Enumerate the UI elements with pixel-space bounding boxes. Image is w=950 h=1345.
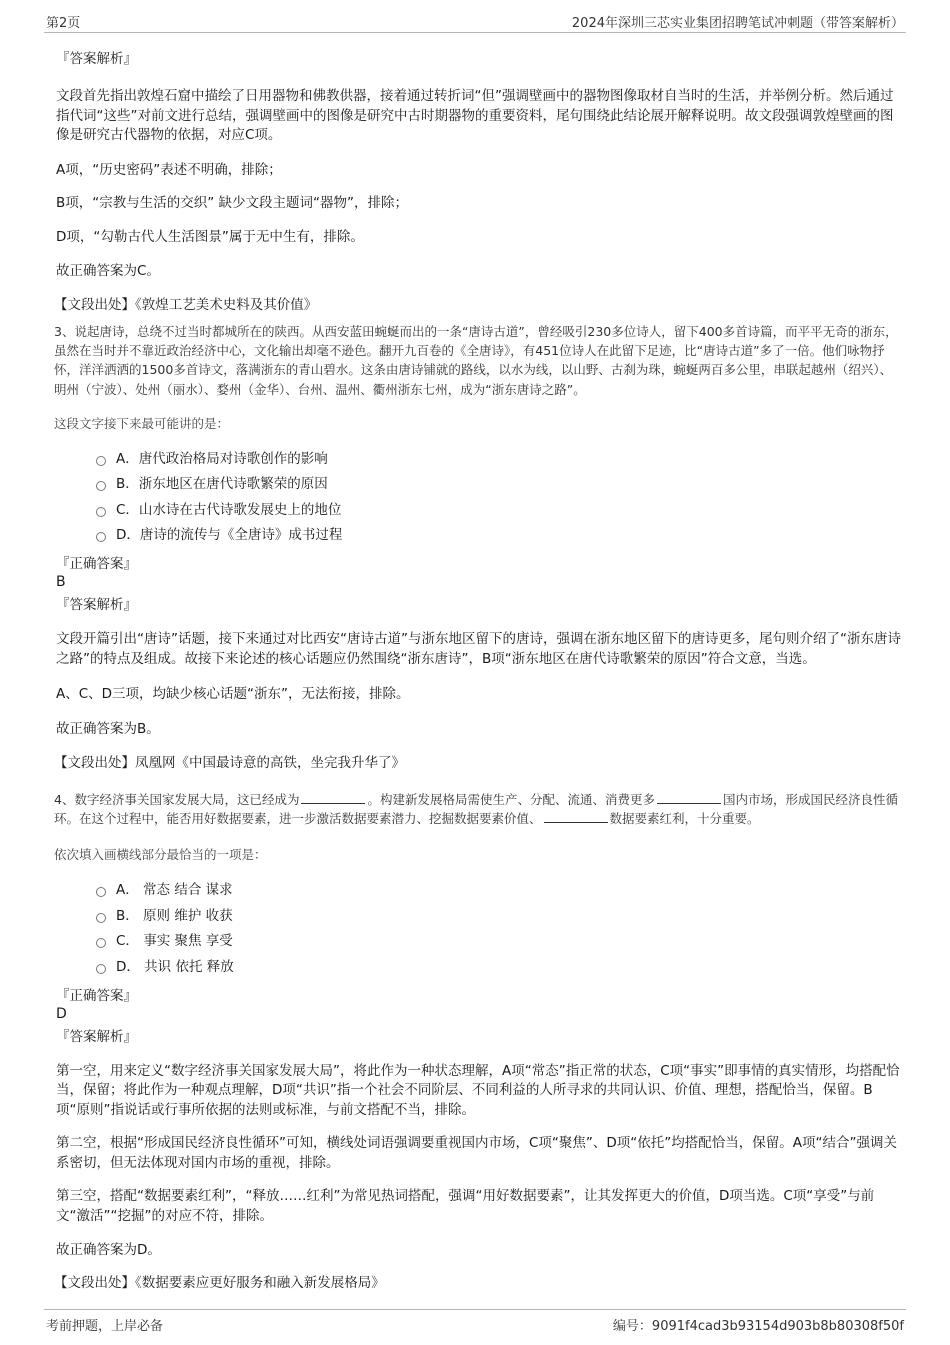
option-b[interactable]: B．浙东地区在唐代诗歌繁荣的原因 (56, 472, 902, 498)
correct-answer-label: 『正确答案』 (56, 556, 137, 572)
analysis-option-a: A项，“历史密码”表述不明确，排除； (56, 161, 282, 178)
question-4-prompt: 依次填入画横线部分最恰当的一项是： (54, 846, 267, 862)
question-3-text: 3、说起唐诗，总绕不过当时都城所在的陕西。从西安蓝田蜿蜒而出的一条“唐诗古道”，曾经吸引230多位诗人，留下400多首诗篇，而平平无奇的浙东，虽然在当时并不靠近政治经济中心，文化输出却毫不逊色。翻开九百卷的《全唐诗》，有451位诗人在此留下足迹，比“唐诗古道”多了一倍。他们咏物抒怀，洋洋洒洒的1500多首诗文，落满浙东的青山碧水。这条由唐诗铺就的路线，以水为线，以山野、古刹为珠，蜿蜒两百多公里，串联起越州（绍兴）、明州（宁波）、处州（丽水）、婺州（金华）、台州、温州、衢州浙东七州，成为“浙东唐诗之路”。 (54, 323, 898, 397)
correct-answer-label: 『正确答案』 (56, 987, 137, 1004)
option-d[interactable]: D．唐诗的流传与《全唐诗》成书过程 (56, 523, 902, 549)
correct-answer: B (56, 574, 66, 590)
radio-icon[interactable] (96, 507, 106, 517)
analysis-option-d: D项，“勾勒古代人生活图景”属于无中生有，排除。 (56, 228, 364, 245)
fill-blank-2 (657, 803, 721, 804)
analysis-paragraph: 文段首先指出敦煌石窟中描绘了日用器物和佛教供器，接着通过转折词“但”强调壁画中的器物图像取材自当时的生活，并举例分析。然后通过指代词“这些”对前文进行总结，强调壁画中的图像是研究中古时期器物的重要资料，尾句围绕此结论展开解释说明。故文段强调敦煌壁画的图像是研究古代器物的依据，对应C项。 (56, 88, 894, 144)
option-c[interactable]: C． 事实 聚焦 享受 (56, 929, 902, 955)
option-c[interactable]: C．山水诗在古代诗歌发展史上的地位 (56, 497, 902, 523)
analysis-label: 『答案解析』 (56, 51, 137, 67)
passage-source: 【文段出处】《敦煌工艺美术史料及其价值》 (54, 296, 318, 313)
analysis-paragraph: 第二空，根据“形成国民经济良性循环”可知，横线处词语强调要重视国内市场，C项“聚焦”、D项“依托”均搭配恰当，保留。A项“结合”强调关系密切，但无法体现对国内市场的重视，排除。 (56, 1135, 898, 1171)
page-footer (44, 1309, 906, 1338)
radio-icon[interactable] (96, 964, 106, 974)
footer-slogan: 考前押题，上岸必备 (46, 1319, 164, 1334)
analysis-paragraph: 第三空，搭配“数据要素红利”，“释放……红利”为常见热词搭配，强调“用好数据要素”，让其发挥更大的价值，D项当选。C项“享受”与前文“激活”“挖掘”的对应不符，排除。 (56, 1188, 875, 1224)
fill-blank-1 (301, 803, 365, 804)
radio-icon[interactable] (96, 913, 106, 923)
radio-icon[interactable] (96, 456, 106, 466)
page-content (56, 44, 902, 1294)
radio-icon[interactable] (96, 938, 106, 948)
analysis-label: 『答案解析』 (56, 597, 137, 613)
passage-source: 【文段出处】凤凰网《中国最诗意的高铁，坐完我升华了》 (54, 755, 405, 772)
option-d[interactable]: D． 共识 依托 释放 (56, 954, 902, 980)
analysis-conclusion: 故正确答案为C。 (56, 263, 160, 280)
document-id: 编号：9091f4cad3b93154d903b8b80308f50f (612, 1319, 904, 1334)
analysis-paragraph: 第一空，用来定义“数字经济事关国家发展大局”，将此作为一种状态理解，A项“常态”指正常的状态，C项“事实”即事情的真实情形，均搭配恰当，保留；将此作为一种观点理解，D项“共识”指一个社会不同阶层、不同利益的人所寻求的共同认识、价值、理想，搭配恰当，保留。B项“原则”指说话或行事所依据的法则或标准，与前文搭配不当，排除。 (56, 1062, 900, 1118)
correct-answer: D (56, 1005, 67, 1022)
analysis-paragraph: A、C、D三项，均缺少核心话题“浙东”，无法衔接，排除。 (56, 686, 410, 703)
page-header (44, 10, 906, 33)
question-4-text: 4、数字经济事关国家发展大局，这已经成为 。构建新发展格局需使生产、分配、流通、消费更多 国内市场，形成国民经济良性循环。在这个过程中，能否用好数据要素，进一步激活数据要素潜力、挖掘数据要素价值、 数据要素红利，十分重要。 (54, 791, 898, 827)
analysis-label: 『答案解析』 (56, 1028, 137, 1045)
radio-icon[interactable] (96, 481, 106, 491)
radio-icon[interactable] (96, 532, 106, 542)
question-3-options (56, 446, 902, 548)
option-a[interactable]: A． 常态 结合 谋求 (56, 878, 902, 904)
question-4-options (56, 878, 902, 980)
page-number: 第2页 (46, 16, 81, 31)
passage-source: 【文段出处】《数据要素应更好服务和融入新发展格局》 (54, 1275, 385, 1292)
analysis-option-b: B项，“宗教与生活的交织” 缺少文段主题词“器物”，排除； (56, 195, 409, 212)
fill-blank-3 (544, 822, 608, 823)
analysis-conclusion: 故正确答案为D。 (56, 1241, 161, 1258)
radio-icon[interactable] (96, 887, 106, 897)
option-a[interactable]: A．唐代政治格局对诗歌创作的影响 (56, 446, 902, 472)
option-b[interactable]: B． 原则 维护 收获 (56, 903, 902, 929)
question-3-prompt: 这段文字接下来最可能讲的是： (54, 416, 230, 431)
analysis-conclusion: 故正确答案为B。 (56, 720, 160, 737)
analysis-paragraph: 文段开篇引出“唐诗”话题，接下来通过对比西安“唐诗古道”与浙东地区留下的唐诗，强调在浙东地区留下的唐诗更多，尾句则介绍了“浙东唐诗之路”的特点及组成。故接下来论述的核心话题应仍然围绕“浙东唐诗”，B项“浙东地区在唐代诗歌繁荣的原因”符合文意，当选。 (56, 631, 901, 667)
document-title: 2024年深圳三芯实业集团招聘笔试冲刺题（带答案解析） (571, 16, 904, 31)
